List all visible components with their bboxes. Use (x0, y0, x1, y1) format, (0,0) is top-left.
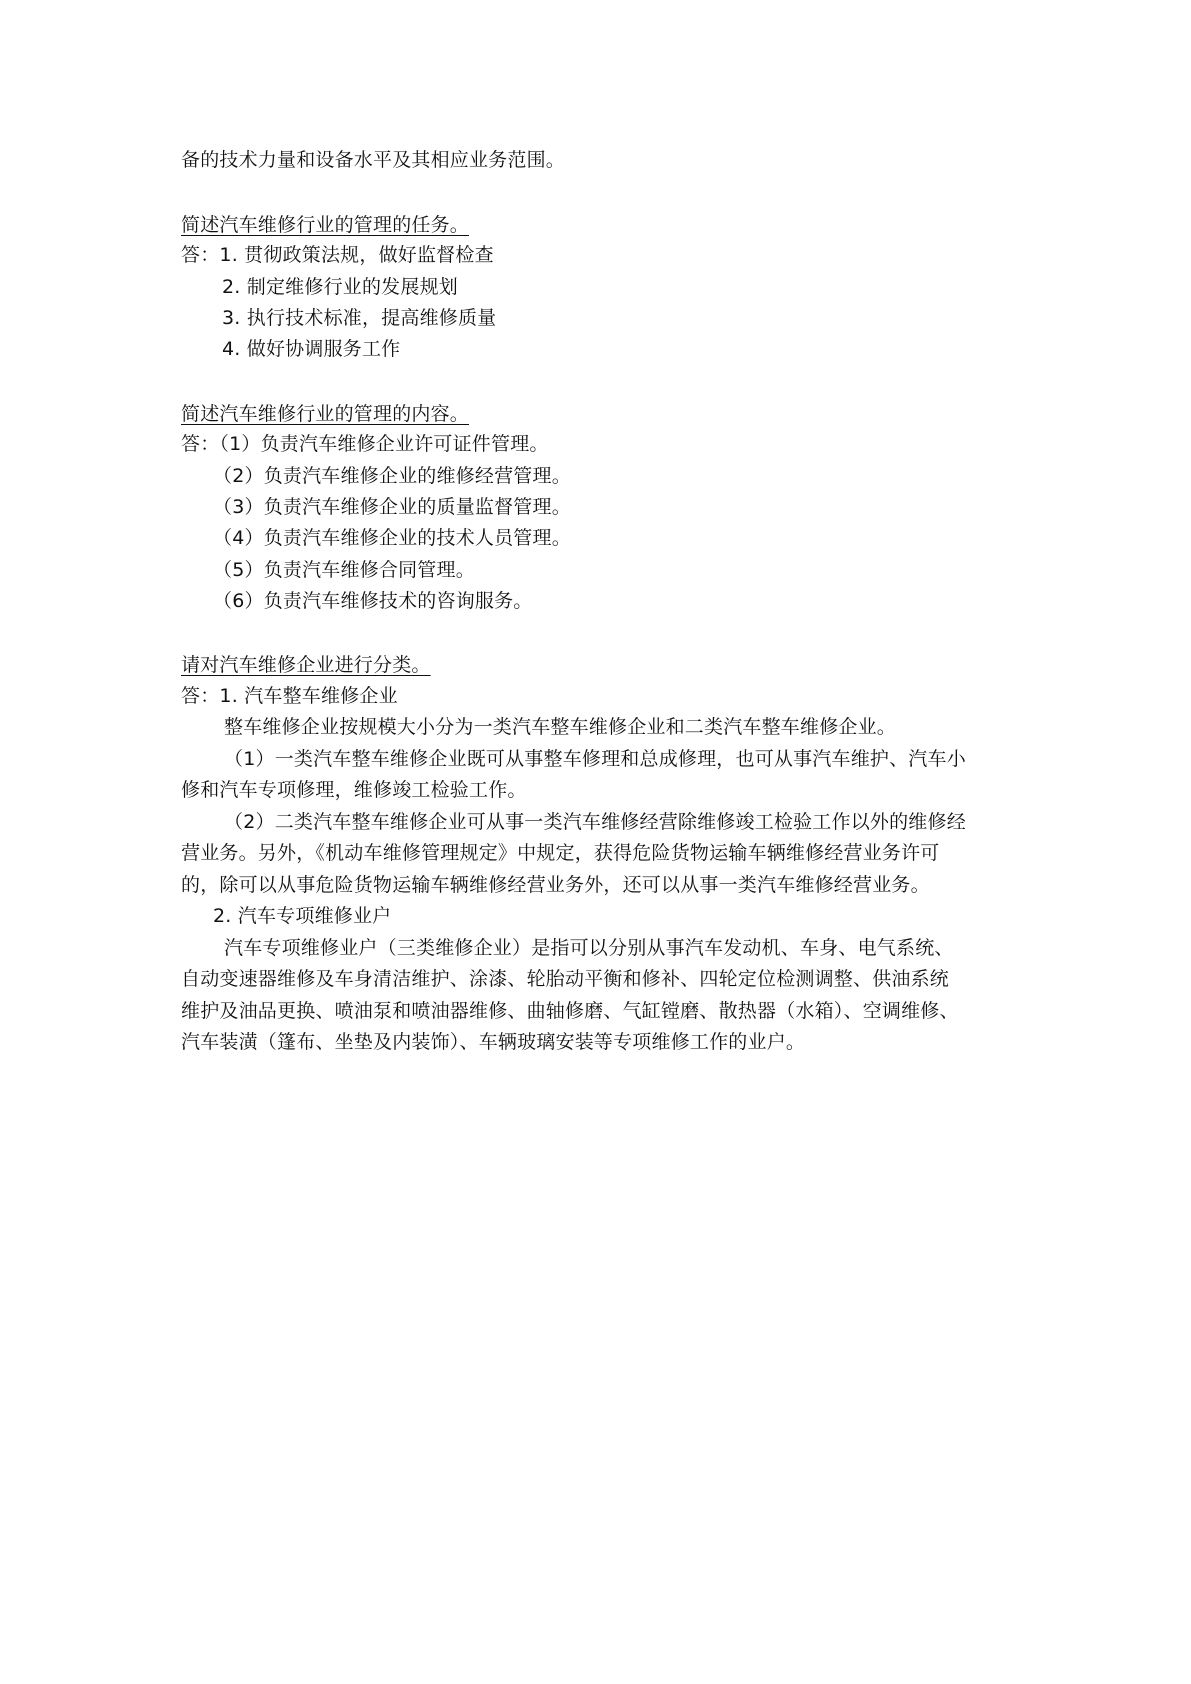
answer-prefix: 答： (181, 433, 220, 455)
paragraph-line: 整车维修企业按规模大小分为一类汽车整车维修企业和二类汽车整车维修企业。 (224, 716, 897, 738)
intro-paragraph: 备的技术力量和设备水平及其相应业务范围。 (181, 149, 566, 171)
paragraph-line: 汽车专项维修业户（三类维修企业）是指可以分别从事汽车发动机、车身、电气系统、 (224, 937, 954, 959)
list-item: 4. 做好协调服务工作 (222, 338, 401, 360)
list-item: （6）负责汽车维修技术的咨询服务。 (213, 590, 533, 612)
paragraph-line: 汽车装潢（篷布、坐垫及内装饰）、车辆玻璃安装等专项维修工作的业户。 (181, 1031, 806, 1053)
list-item: （4）负责汽车维修企业的技术人员管理。 (213, 527, 571, 549)
section1-answer-line (181, 241, 1021, 269)
section3-title: 请对汽车维修企业进行分类。 (181, 654, 431, 676)
list-item: （3）负责汽车维修企业的质量监督管理。 (213, 496, 571, 518)
list-item: 2. 制定维修行业的发展规划 (222, 276, 458, 298)
paragraph-line: 营业务。另外，《机动车维修管理规定》中规定，获得危险货物运输车辆维修经营业务许可 (181, 842, 940, 864)
list-item: 3. 执行技术标准，提高维修质量 (222, 307, 497, 329)
section1-title: 简述汽车维修行业的管理的任务。 (181, 214, 470, 236)
paragraph-line: 自动变速器维修及车身清洁维护、涂漆、轮胎动平衡和修补、四轮定位检测调整、供油系统 (181, 968, 950, 990)
paragraph-line: 的，除可以从事危险货物运输车辆维修经营业务外，还可以从事一类汽车维修经营业务。 (181, 874, 930, 896)
section2-title: 简述汽车维修行业的管理的内容。 (181, 403, 470, 425)
paragraph-line: 修和汽车专项修理，维修竣工检验工作。 (181, 779, 527, 801)
answer-prefix: 答： (181, 244, 220, 266)
list-item: （1）负责汽车维修企业许可证件管理。 (219, 433, 549, 455)
subheading: 2. 汽车专项维修业户 (213, 905, 392, 927)
answer-prefix: 答： (181, 685, 220, 707)
list-item: （2）负责汽车维修企业的维修经营管理。 (213, 465, 571, 487)
paragraph-line: （2）二类汽车整车维修企业可从事一类汽车维修经营除维修竣工检验工作以外的维修经 (224, 811, 966, 833)
section3-answer-line (181, 682, 1021, 710)
list-item: （5）负责汽车维修合同管理。 (213, 559, 475, 581)
subheading: 1. 汽车整车维修企业 (219, 685, 398, 707)
list-item: 1. 贯彻政策法规，做好监督检查 (219, 244, 494, 266)
section2-answer-line (181, 430, 1021, 458)
paragraph-line: 维护及油品更换、喷油泵和喷油器维修、曲轴修磨、气缸镗磨、散热器（水箱）、空调维修、 (181, 1000, 959, 1022)
paragraph-line: （1）一类汽车整车维修企业既可从事整车修理和总成修理，也可从事汽车维护、汽车小 (224, 748, 966, 770)
